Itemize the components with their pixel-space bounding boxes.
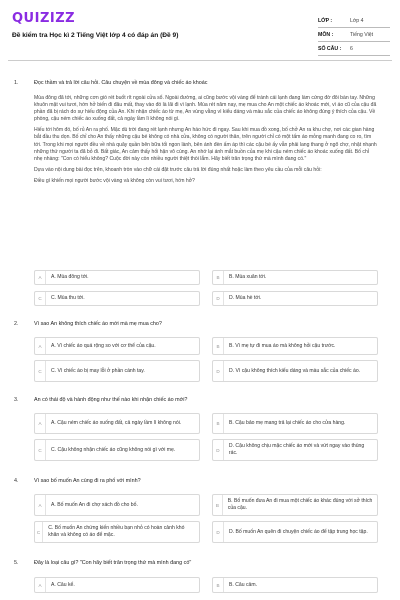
question-text: An có thái độ và hành động như thế nào khi nhận chiếc áo mới? (34, 397, 188, 403)
passage-paragraph: Hiếu tới hôm đó, bố rủ An ra phố. Mặc dù trời đang rét lạnh nhưng An háo hức đi ngay. Sau khi mua đồ xong, bố chở An ra khu chợ, nơi các gian hàng bắt đầu thu dọn. Bố chỉ cho An thấy những cậu bé không có nhà cửa, không có người thân, trên người chỉ có một tấm áo mỏng manh đang co ro, tìm tới. Trong khi mọi người đều về nhà quây quần bên bữa tối ngon lành, bên ánh đèn ấm áp thì các cậu bé ấy vẫn phải lang thang ở ngõ chợ, nhặt nhạnh những thứ người ta đã bỏ đi. Bất giác, An cảm thấy hối hận vô cùng. An nhớ lại ánh mắt buồn của mẹ khi cậu ném chiếc áo khoác xuống đất. Bố chỉ nhẹ nhàng: "Con có hiểu không? Cuộc đời này còn nhiều người thiệt thòi lắm. Hãy biết trân trọng thứ mà mình đang có." (34, 127, 377, 162)
meta-key: MÔN : (318, 31, 334, 38)
question-number: 4. (14, 478, 19, 484)
answer-option[interactable] (212, 413, 378, 434)
question-number: 2. (14, 321, 19, 327)
question-number: 3. (14, 397, 19, 403)
option-letter: C (35, 361, 46, 381)
question-number: 5. (14, 560, 19, 566)
passage-paragraph: Mùa đông đã tới, những cơn gió rét buốt rít ngoài cửa sổ. Ngoài đường, ai cũng bước vội vàng để tránh cái lạnh đang làm cứng đờ đôi bàn tay. Những khuôn mặt vui tươi, hớn hở biến đi đâu mất, thay vào đó là lãi đi vì lạnh. Mùa rét năm nay, mẹ mua cho An một chiếc áo khoác mới, vì áo cũ của cậu đã phần đã bị rách do sự hiếu động của An. Khi nhận chiếc áo từ mẹ, An vùng vằng vì kiểu dáng và màu sắc của chiếc áo không đúng ý thích của cậu. Về phòng, cậu ném chiếc áo xuống đất, cả ngày lầm lì không nói gì. (34, 95, 377, 123)
option-letter: A (35, 338, 46, 354)
answer-option[interactable] (34, 439, 200, 461)
quizizz-logo: QUIZIZZ (12, 11, 76, 26)
meta-row-grade (318, 14, 390, 28)
option-text: B. Mùa xuân tới. (229, 274, 267, 281)
answer-option[interactable] (212, 360, 378, 382)
meta-row-subject (318, 28, 390, 42)
option-text: A. Vì chiếc áo quá rộng so với cơ thể của cậu. (51, 342, 156, 349)
option-letter: A (35, 271, 46, 284)
answer-option[interactable] (34, 521, 200, 543)
option-text: B. Vì mẹ tự đi mua áo mà không hỏi cậu trước. (229, 342, 336, 349)
option-text: C. Cậu không nhận chiếc áo cũng không nói gì với mẹ. (51, 446, 176, 453)
meta-key: SỐ CÂU : (318, 45, 342, 52)
header-divider (8, 60, 392, 61)
question-text: Vì sao bố muốn An cùng đi ra phố với mình? (34, 478, 141, 484)
option-text: C. Bố muốn An chứng kiến nhiều bạn nhỏ có hoàn cảnh khó khăn và không có áo để mặc. (48, 525, 185, 538)
meta-table (318, 14, 390, 56)
answer-option[interactable] (34, 413, 200, 434)
answer-option[interactable] (212, 270, 378, 285)
option-letter: C (35, 440, 46, 460)
option-letter: C (35, 292, 46, 305)
answer-option[interactable] (34, 360, 200, 382)
option-letter: A (35, 414, 46, 433)
option-text: B. Bố muốn đưa An đi mua một chiếc áo khác đúng với sở thích của cậu. (227, 498, 373, 511)
answer-option[interactable] (212, 494, 378, 516)
option-letter: B (213, 338, 224, 354)
meta-row-count (318, 42, 390, 56)
answer-option[interactable] (34, 337, 200, 355)
meta-value: 6 (350, 45, 353, 52)
option-letter: B (213, 578, 224, 592)
option-text: A. Câu kể. (51, 581, 75, 588)
answer-option[interactable] (212, 439, 378, 461)
option-text: D. Vì cậu không thích kiểu dáng và màu sắc của chiếc áo. (229, 367, 361, 374)
option-text: B. Cậu bảo mẹ mang trả lại chiếc áo cho cửa hàng. (229, 420, 346, 427)
answer-option[interactable] (212, 521, 378, 543)
answer-option[interactable] (34, 494, 200, 516)
option-letter: B (213, 271, 224, 284)
answer-option[interactable] (34, 270, 200, 285)
meta-value: Lớp 4 (350, 17, 364, 24)
reading-passage (34, 95, 378, 189)
option-text: C. Vì chiếc áo bị may lỗi ở phần cánh tay. (51, 367, 145, 374)
option-letter: A (35, 578, 46, 592)
answer-option[interactable] (212, 577, 378, 593)
passage-instruction: Dựa vào nội dung bài đọc trên, khoanh tròn vào chữ cái đặt trước câu trả lời đúng nhất hoặc làm theo yêu cầu của mỗi câu hỏi: (34, 166, 322, 173)
option-letter: D (213, 440, 224, 460)
option-letter: C (35, 522, 43, 542)
page-title: Đề kiểm tra Học kì 2 Tiếng Việt lớp 4 có đáp án (Đề 9) (12, 32, 179, 39)
option-text: A. Mùa đông tới. (51, 274, 89, 281)
meta-value: Tiếng Việt (350, 31, 374, 38)
option-text: A. Cậu ném chiếc áo xuống đất, cả ngày lầm lì không nói. (51, 420, 182, 427)
question-text: Vì sao An không thích chiếc áo mới mà mẹ mua cho? (34, 321, 162, 327)
question-number: 1. (14, 80, 19, 86)
option-text: B. Câu cảm. (229, 581, 258, 588)
option-letter: D (213, 522, 224, 542)
option-text: A. Bố muốn An đi chợ xách đồ cho bố. (51, 501, 138, 508)
answer-option[interactable] (34, 577, 200, 593)
option-letter: A (35, 495, 46, 515)
meta-key: LỚP : (318, 17, 333, 24)
answer-option[interactable] (212, 337, 378, 355)
answer-option[interactable] (212, 291, 378, 306)
option-text: D. Cậu không chịu mặc chiếc áo mới và vứt ngay vào thùng rác. (228, 443, 365, 456)
question-text: Đọc thầm và trả lời câu hỏi. Câu chuyện về mùa đông và chiếc áo khoác (34, 80, 208, 86)
option-letter: D (213, 361, 224, 381)
option-letter: B (213, 495, 223, 515)
passage-question: Điều gì khiến mọi người bước vội vàng và không còn vui tươi, hớn hở? (34, 177, 195, 184)
option-text: D. Bố muốn An quên đi chuyện chiếc áo để tập trung học tập. (229, 528, 368, 535)
option-text: C. Mùa thu tới. (51, 295, 85, 302)
option-text: D. Mùa hè tới. (229, 295, 262, 302)
question-text: Đây là loại câu gì? "Con hãy biết trân trọng thứ mà mình đang có" (34, 560, 192, 566)
option-letter: B (213, 414, 224, 433)
option-letter: D (213, 292, 224, 305)
answer-option[interactable] (34, 291, 200, 306)
